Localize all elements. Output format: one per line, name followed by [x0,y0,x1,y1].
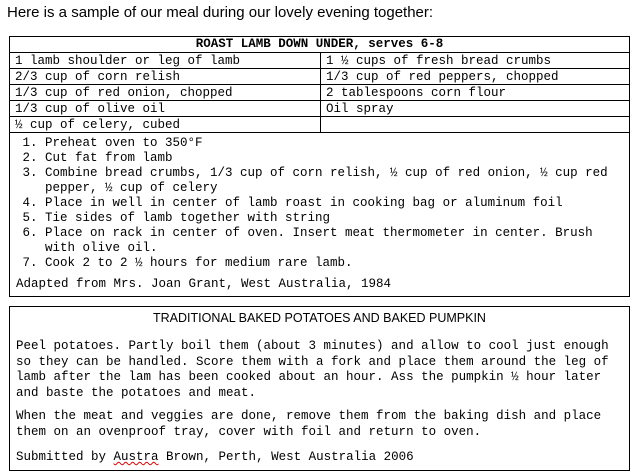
step-item: 5. Tie sides of lamb together with string [45,211,629,226]
ingredient-cell: 1 ½ cups of fresh bread crumbs [321,53,630,69]
step-item: 3. Combine bread crumbs, 1/3 cup of corn relish, ½ cup of red onion, ½ cup red pepper, ½ cup of celery [45,166,629,196]
instruction-steps [10,136,629,271]
step-item: 4. Place in well in center of lamb roast in cooking bag or aluminum foil [45,196,629,211]
potatoes-paragraph: Peel potatoes. Partly boil them (about 3 minutes) and allow to cool just enough so they can be handled. Score them with a fork and place them around the leg of lamb after the lam has been cooked about an hour. Ass the pumpkin ½ hour later and baste the potatoes and meat. [16,339,609,400]
step-item: 2. Cut fat from lamb [45,151,629,166]
table-row [10,85,629,101]
ingredient-cell: 1 lamb shoulder or leg of lamb [10,53,321,69]
ingredient-cell [321,117,630,133]
potatoes-title: TRADITIONAL BAKED POTATOES AND BAKED PUMPKIN [153,311,486,325]
ingredients-table [10,53,629,133]
ingredient-cell: 2 tablespoons corn flour [321,85,630,101]
ingredient-cell: 1/3 cup of red onion, chopped [10,85,321,101]
recipe-box-potatoes [9,306,630,471]
credit-suffix: Brown, Perth, West Australia 2006 [158,450,414,464]
recipe-credit: Adapted from Mrs. Joan Grant, West Australia, 1984 [16,277,392,291]
ingredient-cell: 1/3 cup of olive oil [10,101,321,117]
potatoes-credit [16,450,623,466]
ingredient-cell: ½ cup of celery, cubed [10,117,321,133]
ingredient-cell: 1/3 cup of red peppers, chopped [321,69,630,85]
credit-prefix: Submitted by [16,450,114,464]
table-row [10,101,629,117]
intro-text: Here is a sample of our meal during our lovely evening together: [7,4,434,21]
step-item: 7. Cook 2 to 2 ½ hours for medium rare lamb. [45,256,629,271]
credit-name-spellcheck: Austra [113,450,159,464]
recipe-box-roast-lamb [9,36,630,297]
table-row [10,117,629,133]
table-row [10,53,629,69]
potatoes-body [10,339,629,466]
recipe-title: ROAST LAMB DOWN UNDER, serves 6-8 [10,37,629,53]
ingredient-cell: Oil spray [321,101,630,117]
potatoes-paragraph: When the meat and veggies are done, remove them from the baking dish and place them on an ovenproof tray, cover with foil and return to oven. [16,409,602,439]
table-row [10,69,629,85]
ingredient-cell: 2/3 cup of corn relish [10,69,321,85]
step-item: 1. Preheat oven to 350°F [45,136,629,151]
step-item: 6. Place on rack in center of oven. Insert meat thermometer in center. Brush with olive oil. [45,226,629,256]
